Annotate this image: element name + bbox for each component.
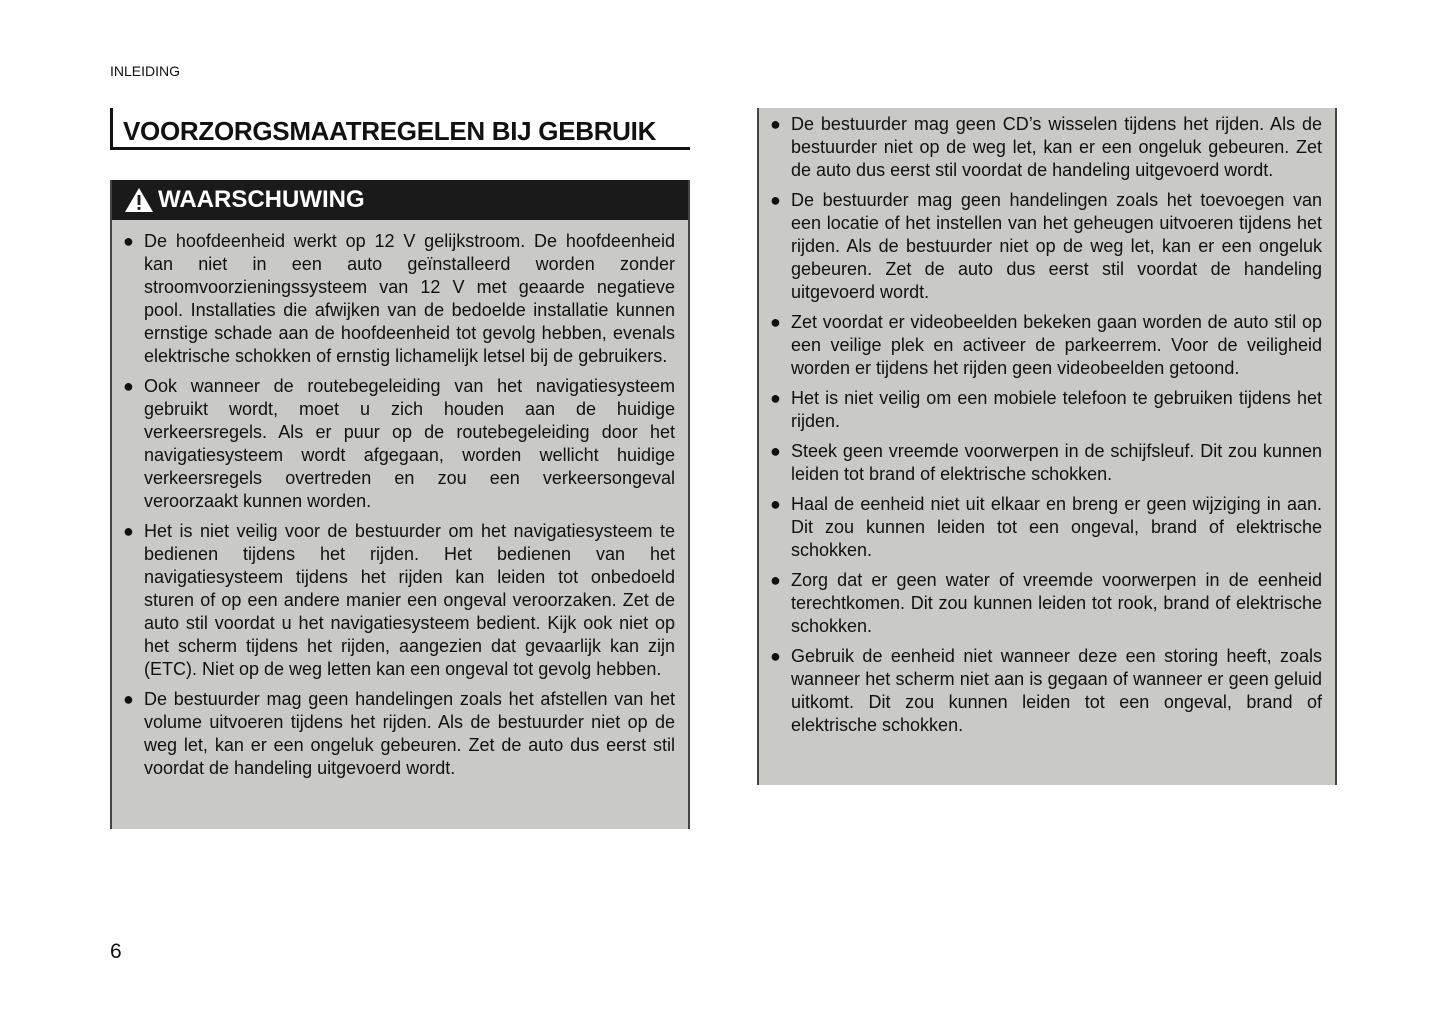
warning-item: ● Haal de eenheid niet uit elkaar en breng er geen wijziging in aan. Dit zou kunnen leiden tot een ongeval, brand of elektrische schokken. (791, 493, 1322, 562)
warning-header (112, 180, 688, 220)
warning-item: ● Zorg dat er geen water of vreemde voorwerpen in de eenheid terechtkomen. Dit zou kunnen leiden tot rook, brand of elektrische schokken. (791, 569, 1322, 638)
warning-list-right (759, 108, 1335, 737)
warning-item: ● De bestuurder mag geen handelingen zoals het toevoegen van een locatie of het instellen van het geheugen uitvoeren tijdens het rijden. Als de bestuurder niet op de weg let, kan er een ongeluk gebeuren. Zet de auto dus eerst stil voordat de handeling uitgevoerd wordt. (791, 189, 1322, 304)
warning-item: ● Ook wanneer de routebegeleiding van het navigatiesysteem gebruikt wordt, moet u zich houden aan de huidige verkeersregels. Als er puur op de routebegeleiding door het navigatiesysteem wordt afgegaan, worden wellicht huidige verkeersregels overtreden en zou een verkeersongeval veroorzaakt kunnen worden. (144, 375, 675, 513)
warning-item: ● Gebruik de eenheid niet wanneer deze een storing heeft, zoals wanneer het scherm niet aan is gegaan of wanneer er geen geluid uitkomt. Dit zou kunnen leiden tot een ongeval, brand of elektrische schokken. (791, 645, 1322, 737)
warning-box-right (757, 108, 1337, 785)
warning-item: ● Zet voordat er videobeelden bekeken gaan worden de auto stil op een veilige plek en activeer de parkeerrem. Voor de veiligheid worden er tijdens het rijden geen videobeelden getoond. (791, 311, 1322, 380)
page-number: 6 (110, 940, 122, 963)
warning-item: ● Steek geen vreemde voorwerpen in de schijfsleuf. Dit zou kunnen leiden tot brand of elektrische schokken. (791, 440, 1322, 486)
warning-list-left (112, 220, 688, 780)
warning-item: ● De bestuurder mag geen handelingen zoals het afstellen van het volume uitvoeren tijdens het rijden. Als de bestuurder niet op de weg let, kan er een ongeluk gebeuren. Zet de auto dus eerst stil voordat de handeling uitgevoerd wordt. (144, 688, 675, 780)
warning-label: WAARSCHUWING (158, 186, 365, 213)
page-title-text: VOORZORGSMAATREGELEN BIJ GEBRUIK (123, 116, 657, 146)
warning-box-left (110, 180, 690, 829)
warning-item: ● Het is niet veilig om een mobiele telefoon te gebruiken tijdens het rijden. (791, 387, 1322, 433)
warning-triangle-icon (124, 187, 154, 213)
warning-item: ● Het is niet veilig voor de bestuurder om het navigatiesysteem te bedienen tijdens het rijden. Het bedienen van het navigatiesysteem tijdens het rijden kan leiden tot onbedoeld sturen of op een andere manier een ongeval veroorzaken. Zet de auto stil voordat u het navigatiesysteem bedient. Kijk ook niet op het scherm tijdens het rijden, aangezien dat gevaarlijk kan zijn (ETC). Niet op de weg letten kan een ongeval tot gevolg hebben. (144, 520, 675, 681)
warning-item: ● De hoofdeenheid werkt op 12 V gelijkstroom. De hoofdeenheid kan niet in een auto geïnstalleerd worden zonder stroomvoorzieningssysteem van 12 V met geaarde negatieve pool. Installaties die afwijken van de bedoelde installatie kunnen ernstige schade aan de hoofdeenheid tot gevolg hebben, evenals elektrische schokken of ernstig lichamelijk letsel bij de gebruikers. (144, 230, 675, 368)
page-title (110, 108, 690, 150)
warning-item: ● De bestuurder mag geen CD’s wisselen tijdens het rijden. Als de bestuurder niet op de weg let, kan er een ongeluk gebeuren. Zet de auto dus eerst stil voordat de handeling uitgevoerd wordt. (791, 113, 1322, 182)
section-label: INLEIDING (110, 63, 181, 79)
